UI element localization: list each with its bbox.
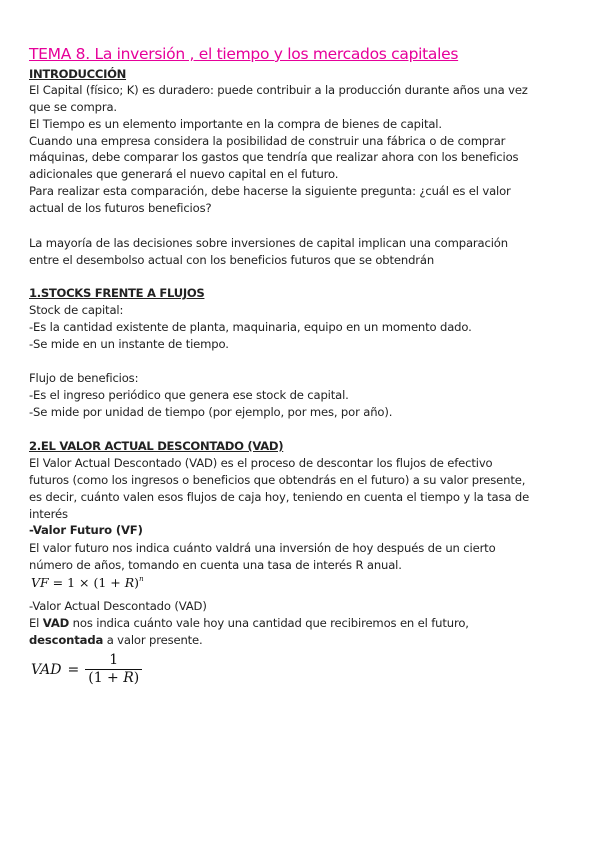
present-value-formula: VAD = $\frac{1}{(1 + R)}$ xyxy=(31,652,142,687)
paragraph-line: número de años, tomando en cuenta una tasa de interés R anual. xyxy=(29,558,402,572)
paragraph-line: El Capital (físico; K) es duradero: puede contribuir a la producción durante años una vez xyxy=(29,83,528,97)
subheading-vad: -Valor Actual Descontado (VAD) xyxy=(29,599,207,613)
formula-lhs: VAD xyxy=(31,661,62,678)
paragraph-line: que se compra. xyxy=(29,100,117,114)
paragraph-line: El Valor Actual Descontado (VAD) es el proceso de descontar los flujos de efectivo xyxy=(29,456,493,470)
paragraph-line: -Se mide en un instante de tiempo. xyxy=(29,337,229,351)
formula-close: ) xyxy=(134,575,140,590)
emphasis-descontada: descontada xyxy=(29,633,104,647)
paragraph-line: Cuando una empresa considera la posibilidad de construir una fábrica o de comprar xyxy=(29,134,506,148)
paragraph-line: máquinas, debe comparar los gastos que tendría que realizar ahora con los beneficios xyxy=(29,150,519,164)
section-heading-vad: 2.EL VALOR ACTUAL DESCONTADO (VAD) xyxy=(29,439,284,453)
section-heading-intro: INTRODUCCIÓN xyxy=(29,67,127,81)
paragraph-line: actual de los futuros beneficios? xyxy=(29,201,212,215)
formula-one: 1 xyxy=(67,575,76,590)
paragraph-line: futuros (como los ingresos o beneficios que obtendrás en el futuro) a su valor presente, xyxy=(29,473,526,487)
paragraph-line: es decir, cuánto valen esos flujos de caja hoy, teniendo en cuenta el tiempo y la tasa de xyxy=(29,490,530,504)
formula-exponent: n xyxy=(139,575,144,583)
paragraph-line: descontada a valor presente. xyxy=(29,633,203,647)
section-heading-stocks: 1.STOCKS FRENTE A FLUJOS xyxy=(29,286,205,300)
paragraph-line: Flujo de beneficios: xyxy=(29,371,139,385)
paragraph-line: El VAD nos indica cuánto vale hoy una cantidad que recibiremos en el futuro, xyxy=(29,616,469,630)
paragraph-line: El Tiempo es un elemento importante en la compra de bienes de capital. xyxy=(29,117,442,131)
paragraph-line: La mayoría de las decisiones sobre inversiones de capital implican una comparación xyxy=(29,236,508,250)
paragraph-line: -Se mide por unidad de tiempo (por ejemplo, por mes, por año). xyxy=(29,405,393,419)
future-value-formula: VF = $1 \times (1 + R)^n$ xyxy=(31,575,144,590)
paragraph-line: interés xyxy=(29,507,68,521)
paragraph-line: El valor futuro nos indica cuánto valdrá una inversión de hoy después de un cierto xyxy=(29,541,496,555)
fraction-numerator: 1 xyxy=(109,652,119,668)
page-title: TEMA 8. La inversión , el tiempo y los mercados capitales xyxy=(29,45,459,63)
fraction-denominator: (1 + R) xyxy=(85,669,142,687)
formula-lhs: VF xyxy=(31,575,49,590)
paragraph-line: Para realizar esta comparación, debe hacerse la siguiente pregunta: ¿cuál es el valor xyxy=(29,184,511,198)
emphasis-vad: VAD xyxy=(42,616,70,630)
paragraph-line: -Es la cantidad existente de planta, maquinaria, equipo en un momento dado. xyxy=(29,320,472,334)
formula-var: R xyxy=(124,575,135,590)
paragraph-line: Stock de capital: xyxy=(29,303,124,317)
paragraph-line: -Es el ingreso periódico que genera ese stock de capital. xyxy=(29,388,349,402)
subheading-vf: -Valor Futuro (VF) xyxy=(29,523,143,537)
paragraph-line: adicionales que generará el nuevo capital en el futuro. xyxy=(29,167,339,181)
formula-open: (1 + xyxy=(93,575,125,590)
fraction xyxy=(85,652,142,687)
paragraph-line: entre el desembolso actual con los beneficios futuros que se obtendrán xyxy=(29,253,435,267)
